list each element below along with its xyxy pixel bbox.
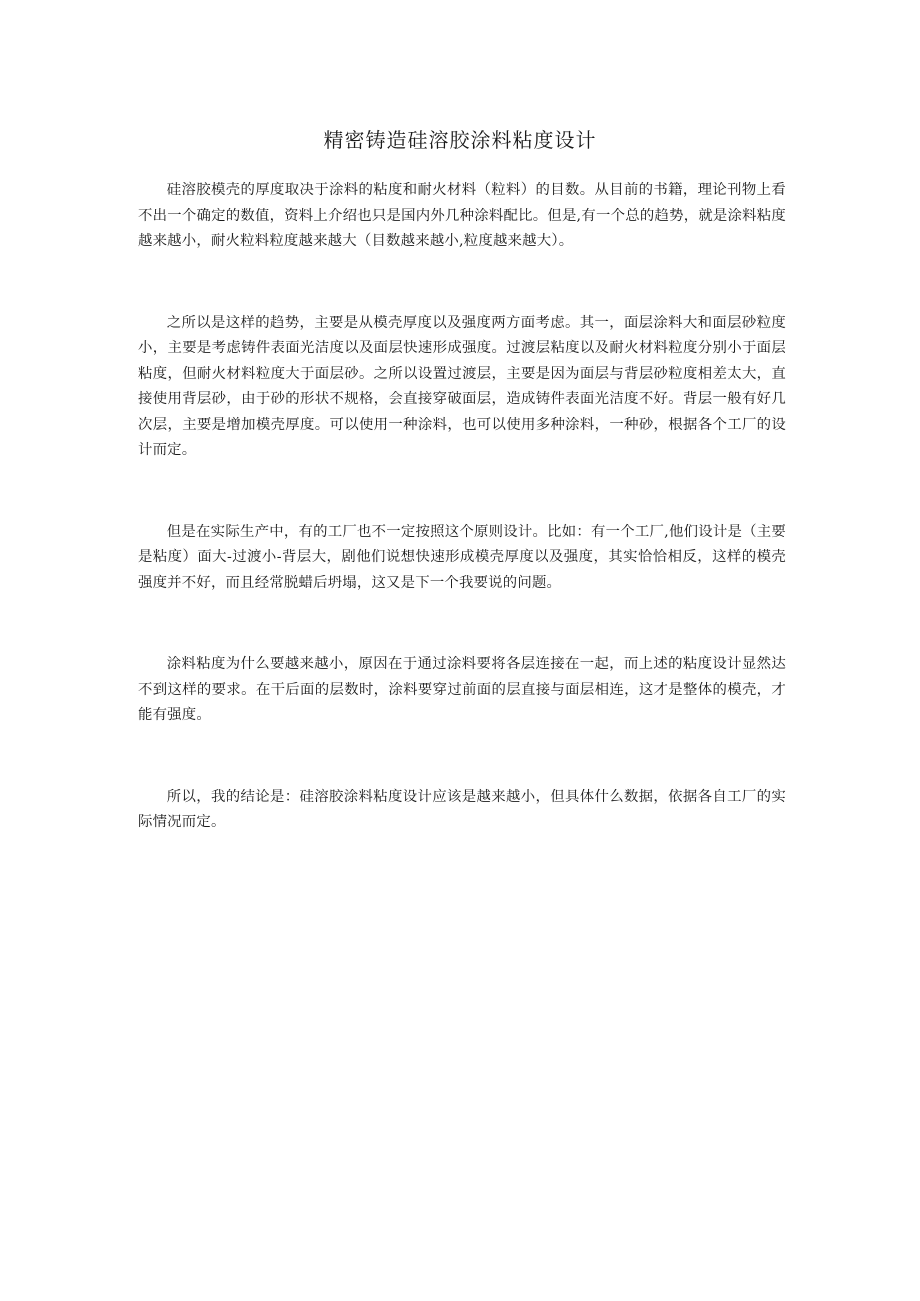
document-title: 精密铸造硅溶胶涂料粘度设计 <box>323 128 597 152</box>
paragraph-1: 硅溶胶模壳的厚度取决于涂料的粘度和耐火材料（粒料）的目数。从目前的书籍，理论刊物上看不出一个确定的数值，资料上介绍也只是国内外几种涂料配比。但是,有一个总的趋势，就是涂料粘度越来越小，耐火粒料粒度越来越大（目数越来越小,粒度越来越大）。 <box>138 182 786 249</box>
document-body <box>138 178 786 892</box>
paragraph-2: 之所以是这样的趋势，主要是从模壳厚度以及强度两方面考虑。其一，面层涂料大和面层砂粒度小，主要是考虑铸件表面光洁度以及面层快速形成强度。过渡层粘度以及耐火材料粒度分别小于面层粘度，但耐火材料粒度大于面层砂。之所以设置过渡层，主要是因为面层与背层砂粒度相差太大，直接使用背层砂，由于砂的形状不规格，会直接穿破面层，造成铸件表面光洁度不好。背层一般有好几次层，主要是增加模壳厚度。可以使用一种涂料，也可以使用多种涂料，一种砂，根据各个工厂的设计而定。 <box>138 314 786 458</box>
paragraph-4: 涂料粘度为什么要越来越小，原因在于通过涂料要将各层连接在一起，而上述的粘度设计显然达不到这样的要求。在干后面的层数时，涂料要穿过前面的层直接与面层相连，这才是整体的模壳，才能有强度。 <box>138 656 786 723</box>
paragraph-3: 但是在实际生产中，有的工厂也不一定按照这个原则设计。比如：有一个工厂,他们设计是（主要是粘度）面大-过渡小-背层大，剧他们说想快速形成模壳厚度以及强度，其实恰恰相反，这样的模壳强度并不好，而且经常脱蜡后坍塌，这又是下一个我要说的问题。 <box>138 523 786 591</box>
paragraph-5: 所以，我的结论是：硅溶胶涂料粘度设计应该是越来越小，但具体什么数据，依据各自工厂的实际情况而定。 <box>138 788 786 830</box>
